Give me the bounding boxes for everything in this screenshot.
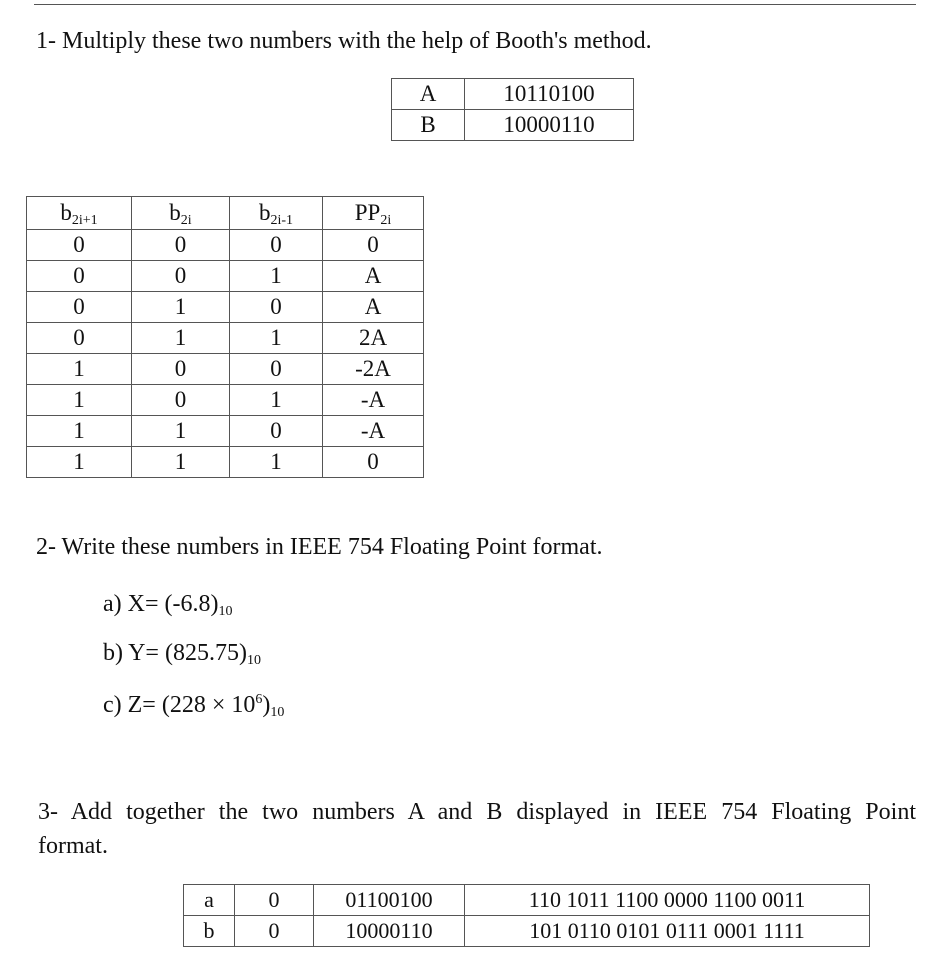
table-row: [184, 916, 870, 947]
cell: 1: [230, 323, 323, 354]
table-row: [392, 110, 634, 141]
table-row: [392, 79, 634, 110]
cell: A: [323, 292, 424, 323]
header-b2i-plus-1: $b_{2i+1}$: [27, 197, 132, 230]
cell: A: [323, 261, 424, 292]
top-rule: [34, 4, 916, 5]
cell: 0: [230, 354, 323, 385]
question-2-title: 2- Write these numbers in IEEE 754 Floating Point format.: [36, 534, 603, 560]
table-header-row: [27, 197, 424, 230]
sign-bit: 0: [235, 916, 314, 947]
header-b2i-minus-1: $b_{2i-1}$: [230, 197, 323, 230]
cell: 1: [27, 354, 132, 385]
cell: 0: [230, 230, 323, 261]
operand-value: 10000110: [465, 110, 634, 141]
cell: 0: [27, 292, 132, 323]
booth-encoding-table: [26, 196, 424, 478]
mantissa-bits: 110 1011 1100 0000 1100 0011: [465, 885, 870, 916]
cell: 0: [27, 323, 132, 354]
question-2a: a) $X= (-6.8)_{10}$: [103, 591, 233, 619]
mantissa-bits: 101 0110 0101 0111 0001 1111: [465, 916, 870, 947]
cell: 0: [27, 230, 132, 261]
table-row: [27, 230, 424, 261]
floating-point-table: [183, 884, 870, 947]
cell: 0: [230, 292, 323, 323]
question-3-line-1: 3- Add together the two numbers A and B displayed in IEEE 754 Floating Point: [38, 799, 916, 825]
operands-table: [391, 78, 634, 141]
cell: 1: [230, 385, 323, 416]
exponent-bits: 10000110: [314, 916, 465, 947]
cell: 0: [132, 385, 230, 416]
exponent-bits: 01100100: [314, 885, 465, 916]
cell: 2A: [323, 323, 424, 354]
header-pp2i: $PP_{2i}$: [323, 197, 424, 230]
operand-label: A: [392, 79, 465, 110]
cell: 1: [132, 447, 230, 478]
cell: 1: [132, 292, 230, 323]
table-row: [184, 885, 870, 916]
cell: 1: [27, 447, 132, 478]
cell: 1: [132, 416, 230, 447]
cell: 1: [132, 323, 230, 354]
cell: 0: [323, 447, 424, 478]
cell: 0: [230, 416, 323, 447]
number-name: a: [184, 885, 235, 916]
operand-value: 10110100: [465, 79, 634, 110]
header-b2i: $b_{2i}$: [132, 197, 230, 230]
table-row: [27, 385, 424, 416]
question-3-line-2: format.: [38, 833, 108, 859]
cell: -2A: [323, 354, 424, 385]
cell: 0: [323, 230, 424, 261]
cell: 0: [132, 230, 230, 261]
cell: 0: [132, 261, 230, 292]
table-row: [27, 292, 424, 323]
cell: 1: [27, 385, 132, 416]
cell: 0: [27, 261, 132, 292]
question-3-title: [38, 795, 916, 863]
table-row: [27, 416, 424, 447]
cell: -A: [323, 416, 424, 447]
table-row: [27, 447, 424, 478]
cell: 0: [132, 354, 230, 385]
cell: 1: [27, 416, 132, 447]
question-2b: b) $Y= (825.75)_{10}$: [103, 640, 261, 668]
number-name: b: [184, 916, 235, 947]
question-1-title: 1- Multiply these two numbers with the help of Booth's method.: [36, 28, 652, 54]
cell: -A: [323, 385, 424, 416]
cell: 1: [230, 261, 323, 292]
table-row: [27, 354, 424, 385]
cell: 1: [230, 447, 323, 478]
question-2c: c) $Z= (228 \times 10^6)_{10}$: [103, 692, 285, 720]
operand-label: B: [392, 110, 465, 141]
sign-bit: 0: [235, 885, 314, 916]
table-row: [27, 323, 424, 354]
table-row: [27, 261, 424, 292]
